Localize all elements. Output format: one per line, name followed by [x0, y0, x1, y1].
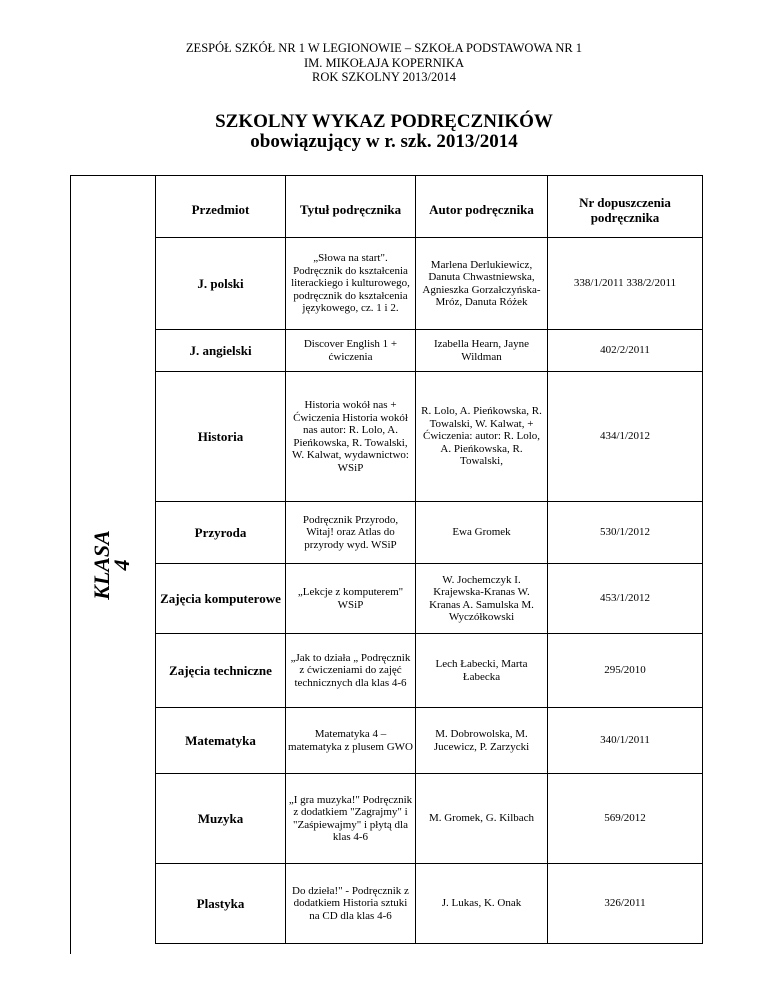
author-cell: Izabella Hearn, Jayne Wildman	[416, 330, 548, 372]
author-cell: J. Lukas, K. Onak	[416, 864, 548, 944]
header-author: Autor podręcznika	[416, 176, 548, 238]
number-cell: 569/2012	[548, 774, 703, 864]
subject-cell: Historia	[156, 372, 286, 502]
title-cell: Matematyka 4 – matematyka z plusem GWO	[286, 708, 416, 774]
class-number: 4	[109, 559, 134, 571]
number-cell: 326/2011	[548, 864, 703, 944]
number-cell: 453/1/2012	[548, 564, 703, 634]
class-label	[89, 530, 134, 600]
table-row	[156, 330, 703, 372]
subject-cell: Matematyka	[156, 708, 286, 774]
school-header	[0, 41, 768, 85]
header-number: Nr dopuszczenia podręcznika	[548, 176, 703, 238]
table-header-row	[156, 176, 703, 238]
author-cell: R. Lolo, A. Pieńkowska, R. Towalski, W. Kalwat, + Ćwiczenia: autor: R. Lolo, A. Pieńkowska, R. Towalski,	[416, 372, 548, 502]
number-cell: 402/2/2011	[548, 330, 703, 372]
table-row	[156, 238, 703, 330]
subject-cell: Przyroda	[156, 502, 286, 564]
header-subject: Przedmiot	[156, 176, 286, 238]
author-cell: M. Gromek, G. Kilbach	[416, 774, 548, 864]
author-cell: Marlena Derlukiewicz, Danuta Chwastniewska, Agnieszka Gorzałczyńska-Mróz, Danuta Różek	[416, 238, 548, 330]
subject-cell: J. polski	[156, 238, 286, 330]
table-row	[156, 708, 703, 774]
header-title: Tytuł podręcznika	[286, 176, 416, 238]
class-word: KLASA	[89, 530, 114, 600]
title-cell: „Lekcje z komputerem" WSiP	[286, 564, 416, 634]
number-cell: 338/1/2011 338/2/2011	[548, 238, 703, 330]
subject-cell: Plastyka	[156, 864, 286, 944]
title-cell: „Słowa na start". Podręcznik do kształcenia literackiego i kulturowego, podręcznik do kształcenia językowego, cz. 1 i 2.	[286, 238, 416, 330]
author-cell: M. Dobrowolska, M. Jucewicz, P. Zarzycki	[416, 708, 548, 774]
page-title	[0, 112, 768, 152]
subject-cell: Zajęcia techniczne	[156, 634, 286, 708]
textbook-table	[155, 175, 703, 944]
school-year-line: ROK SZKOLNY 2013/2014	[312, 70, 456, 84]
title-cell: Historia wokół nas + Ćwiczenia Historia wokół nas autor: R. Lolo, A. Pieńkowska, R. Towalski, W. Kalwat, wydawnictwo: WSiP	[286, 372, 416, 502]
title-cell: Discover English 1 + ćwiczenia	[286, 330, 416, 372]
number-cell: 434/1/2012	[548, 372, 703, 502]
table-row	[156, 774, 703, 864]
subject-cell: J. angielski	[156, 330, 286, 372]
table-row	[156, 634, 703, 708]
number-cell: 340/1/2011	[548, 708, 703, 774]
table-row	[156, 372, 703, 502]
school-patron-line: IM. MIKOŁAJA KOPERNIKA	[303, 55, 465, 70]
title-cell: Podręcznik Przyrodo, Witaj! oraz Atlas do przyrody wyd. WSiP	[286, 502, 416, 564]
number-cell: 530/1/2012	[548, 502, 703, 564]
title-cell: „I gra muzyka!" Podręcznik z dodatkiem "Zagrajmy" i "Zaśpiewajmy" i płytą dla klas 4-6	[286, 774, 416, 864]
table-row	[156, 864, 703, 944]
title-cell: Do dzieła!" - Podręcznik z dodatkiem Historia sztuki na CD dla klas 4-6	[286, 864, 416, 944]
title-cell: „Jak to działa „ Podręcznik z ćwiczeniami do zajęć technicznych dla klas 4-6	[286, 634, 416, 708]
table-row	[156, 564, 703, 634]
subject-cell: Zajęcia komputerowe	[156, 564, 286, 634]
number-cell: 295/2010	[548, 634, 703, 708]
title-sub: obowiązujący w r. szk. 2013/2014	[250, 131, 518, 152]
title-main: SZKOLNY WYKAZ PODRĘCZNIKÓW	[215, 111, 553, 132]
author-cell: W. Jochemczyk I. Krajewska-Kranas W. Kranas A. Samulska M. Wyczółkowski	[416, 564, 548, 634]
subject-cell: Muzyka	[156, 774, 286, 864]
author-cell: Ewa Gromek	[416, 502, 548, 564]
table-row	[156, 502, 703, 564]
author-cell: Lech Łabecki, Marta Łabecka	[416, 634, 548, 708]
school-name-line: ZESPÓŁ SZKÓŁ NR 1 W LEGIONOWIE – SZKOŁA PODSTAWOWA NR 1	[185, 41, 583, 55]
